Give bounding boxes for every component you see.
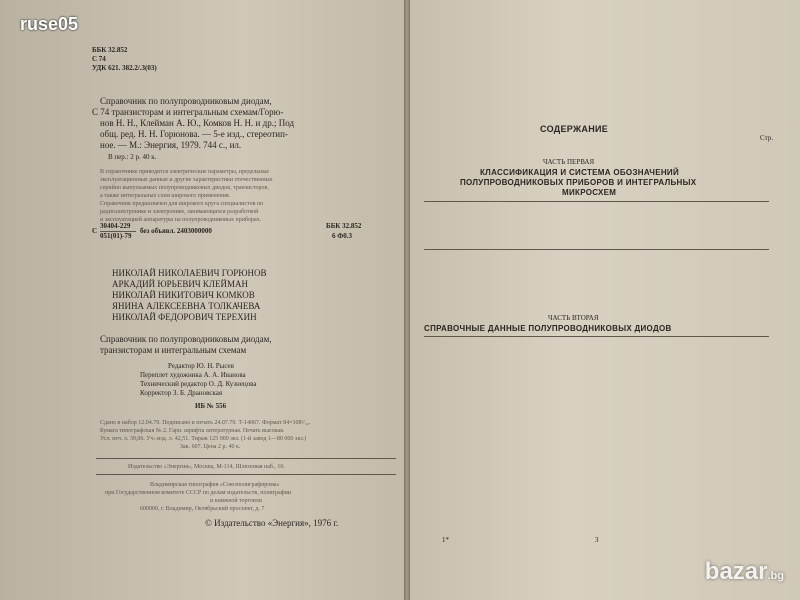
c-letter: С xyxy=(92,227,98,235)
part-heading: ЧАСТЬ ВТОРАЯ xyxy=(548,314,599,322)
contents-title: СОДЕРЖАНИЕ xyxy=(540,124,609,134)
divider xyxy=(424,249,769,250)
print-info-line: Усл. печ. л. 39,06. Уч.-изд. л. 42,51. Тираж 125 000 экз. (1-й завод 1—80 000 экз.) xyxy=(100,436,307,442)
author-name: НИКОЛАЙ НИКОЛАЕВИЧ ГОРЮНОВ xyxy=(112,268,267,278)
part-title-line: КЛАССИФИКАЦИЯ И СИСТЕМА ОБОЗНАЧЕНИЙ xyxy=(480,168,680,177)
part-heading: ЧАСТЬ ПЕРВАЯ xyxy=(543,158,595,166)
annotation-line: и эксплуатацией аппаратуры на полупроводниковых приборах. xyxy=(100,217,262,223)
ib-number: ИБ № 556 xyxy=(195,402,227,410)
printer-line: 600000, г. Владимир, Октябрьский проспект, д. 7 xyxy=(140,506,265,512)
page-column-label: Стр. xyxy=(760,134,773,142)
author-name: АРКАДИЙ ЮРЬЕВИЧ КЛЕЙМАН xyxy=(112,279,249,289)
annotation-line: серийно выпускаемых полупроводниковых диодов, транзисторов, xyxy=(100,185,269,191)
print-info-line: Бумага типографская № 2. Гарн. шрифта литературная. Печать высокая. xyxy=(100,428,285,434)
catalog-mid: без объявл. 2403000000 xyxy=(140,227,212,235)
print-info-line: Зак. 607. Цена 2 р. 40 к. xyxy=(180,444,241,450)
credit-line: Корректор З. Б. Драновская xyxy=(140,389,223,397)
annotation-line: В справочнике приводятся электрические параметры, предельные xyxy=(100,169,270,175)
footer-signature: 1* xyxy=(442,536,449,544)
part-title-line: МИКРОСХЕМ xyxy=(562,188,617,197)
divider xyxy=(424,336,769,337)
print-info-line: Сдано в набор 12.04.79. Подписано в печать 24.07.79. Т-14067. Формат 84×108¹/₃₂. xyxy=(100,420,311,426)
catalog-code: 30404-229 xyxy=(100,222,131,230)
credit-line: Переплет художника А. А. Иванова xyxy=(140,371,246,379)
udk-code: УДК 621. 382.2/.3(03) xyxy=(92,64,157,72)
author-name: НИКОЛАЙ НИКИТОВИЧ КОМКОВ xyxy=(112,290,255,300)
bib-line: общ. ред. Н. Н. Горюнова. — 5-е изд., стереотип- xyxy=(100,129,288,139)
author-name: НИКОЛАЙ ФЕДОРОВИЧ ТЕРЕХИН xyxy=(112,312,257,322)
printer-line: и книжной торговли xyxy=(210,498,262,504)
bib-line: нов Н. Н., Клейман А. Ю., Комков Н. Н. и др.; Под xyxy=(100,118,295,128)
bib-line: С 74 транзисторам и интегральным схемам/Горю- xyxy=(92,107,284,117)
bib-line: Справочник по полупроводниковым диодам, xyxy=(100,96,272,106)
copyright: © Издательство «Энергия», 1976 г. xyxy=(205,518,339,528)
divider xyxy=(424,201,769,202)
annotation-line: эксплуатационные данные и другие характеристики отечественных xyxy=(100,177,273,183)
bib-line: ное. — М.: Энергия, 1979. 744 с., ил. xyxy=(100,140,242,150)
part-title-line: СПРАВОЧНЫЕ ДАННЫЕ ПОЛУПРОВОДНИКОВЫХ ДИОДОВ xyxy=(424,324,672,333)
divider xyxy=(96,474,396,475)
bbk-code: ББК 32.852 xyxy=(92,46,128,54)
part-title-line: ПОЛУПРОВОДНИКОВЫХ ПРИБОРОВ И ИНТЕГРАЛЬНЫХ xyxy=(460,178,697,187)
price: В пер.: 2 р. 40 к. xyxy=(108,153,157,161)
credit-line: Технический редактор О. Д. Кузнецова xyxy=(140,380,257,388)
printer-line: при Государственном комитете СССР по делам издательств, полиграфии xyxy=(105,490,292,496)
watermark-logo: ruse05 xyxy=(20,14,79,34)
annotation-line: Справочник предназначен для широкого круга специалистов по xyxy=(100,201,264,207)
book-title-line: транзисторам и интегральным схемам xyxy=(100,345,247,355)
right-page xyxy=(410,0,800,600)
catalog-right-bottom: 6 Ф0.3 xyxy=(332,232,353,240)
annotation-line: радиоэлектронике и электронике, занимающихся разработкой xyxy=(100,209,259,215)
credit-line: Редактор Ю. Н. Рысев xyxy=(168,362,234,370)
divider xyxy=(96,458,396,459)
catalog-right-top: ББК 32.852 xyxy=(326,222,362,230)
publisher-line: Издательство «Энергия», Москва, М-114, Шлюзовая наб., 10. xyxy=(128,464,285,470)
author-name: ЯНИНА АЛЕКСЕЕВНА ТОЛКАЧЕВА xyxy=(112,301,261,311)
book-title-line: Справочник по полупроводниковым диодам, xyxy=(100,334,272,344)
c74-code: С 74 xyxy=(92,55,106,63)
catalog-code-2: 051(01)-79 xyxy=(100,232,132,240)
printer-line: Владимирская типография «Союзполиграфпрома» xyxy=(150,482,280,488)
page-number: 3 xyxy=(595,536,599,544)
bazar-logo: bazar.bg xyxy=(704,558,784,585)
annotation-line: а также интегральных схем широкого применения. xyxy=(100,193,231,199)
